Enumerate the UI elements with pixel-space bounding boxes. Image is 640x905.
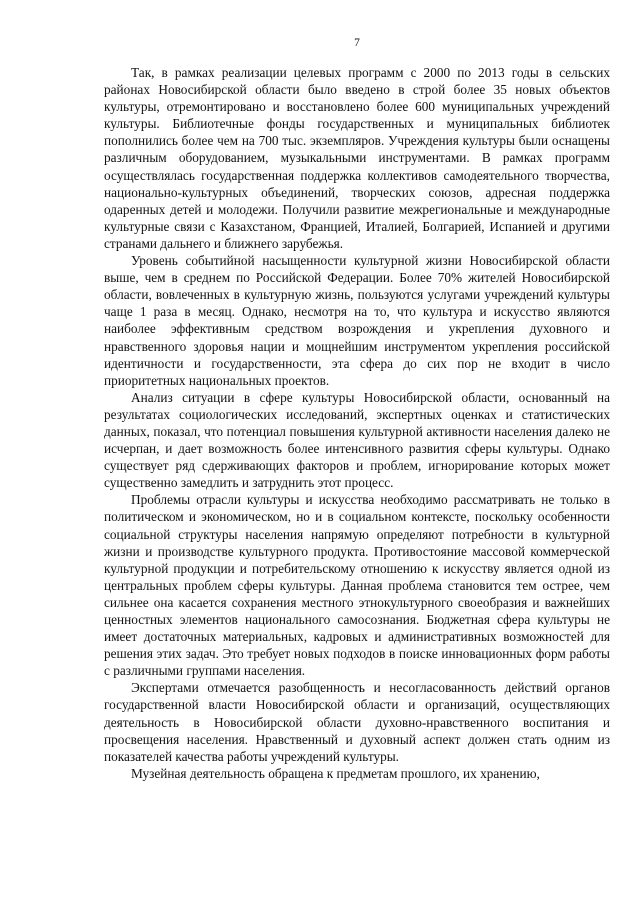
paragraph-event-saturation: Уровень событийной насыщенности культурной жизни Новосибирской области выше, чем в среднем по Российской Федерации. Более 70% жителей Новосибирской области, вовлеченных в культурную жизнь, пользуются услугами учреждений культуры чаще 1 раза в месяц. Однако, несмотря на то, что культура и искусство являются наиболее эффективным средством возрождения и укрепления духовного и нравственного здоровья нации и мощнейшим инструментом укрепления российской идентичности и государственности, эта сфера до сих пор не входит в число приоритетных национальных проектов. xyxy=(104,253,610,388)
paragraph-museum: Музейная деятельность обращена к предметам прошлого, их хранению, xyxy=(131,765,540,781)
paragraph-experts: Экспертами отмечается разобщенность и несогласованность действий органов государственной власти Новосибирской области и организаций, осуществляющих деятельность в Новосибирской области духовно-нравственного воспитания и просвещения населения. Нравственный и духовный аспект должен стать одним из показателей качества работы учреждений культуры. xyxy=(104,680,610,764)
document-body xyxy=(104,64,610,782)
paragraph-programs: Так, в рамках реализации целевых программ с 2000 по 2013 годы в сельских районах Новосибирской области было введено в строй более 35 новых объектов культуры, отремонтировано и восстановлено более 600 муниципальных учреждений культуры. Библиотечные фонды государственных и муниципальных библиотек пополнились более чем на 700 тыс. экземпляров. Учреждения культуры были оснащены различным оборудованием, музыкальными инструментами. В рамках программ осуществлялась государственная поддержка коллективов самодеятельного творчества, национально-культурных объединений, творческих союзов, адресная поддержка одаренных детей и молодежи. Получили развитие межрегиональные и международные культурные связи с Казахстаном, Францией, Италией, Болгарией, Испанией и другими странами дальнего и ближнего зарубежья. xyxy=(104,65,610,251)
paragraph-industry-problems: Проблемы отрасли культуры и искусства необходимо рассматривать не только в политическом и экономическом, но и в социальном контексте, поскольку особенности социальной структуры населения напрямую определяют потребности в культурной жизни и производстве культурного продукта. Противостояние массовой коммерческой культурной продукции и потребительскому отношению к искусству является одной из центральных проблем сферы культуры. Данная проблема становится тем острее, чем сильнее она касается сохранения местного этнокультурного своеобразия и важнейших ценностных элементов национального самосознания. Бюджетная сфера культуры не имеет достаточных материальных, кадровых и административных возможностей для решения этих задач. Это требует новых подходов в поиске инновационных форм работы с различными группами населения. xyxy=(104,492,610,679)
paragraph-situation-analysis: Анализ ситуации в сфере культуры Новосибирской области, основанный на результатах социологических исследований, экспертных оценках и статистических данных, показал, что потенциал повышения культурной активности населения далеко не исчерпан, и дает возможность более интенсивного развития сферы культуры. Однако существует ряд сдерживающих факторов и проблем, игнорирование которых может существенно замедлить и затруднить этот процесс. xyxy=(104,389,610,491)
page-number: 7 xyxy=(354,37,360,49)
